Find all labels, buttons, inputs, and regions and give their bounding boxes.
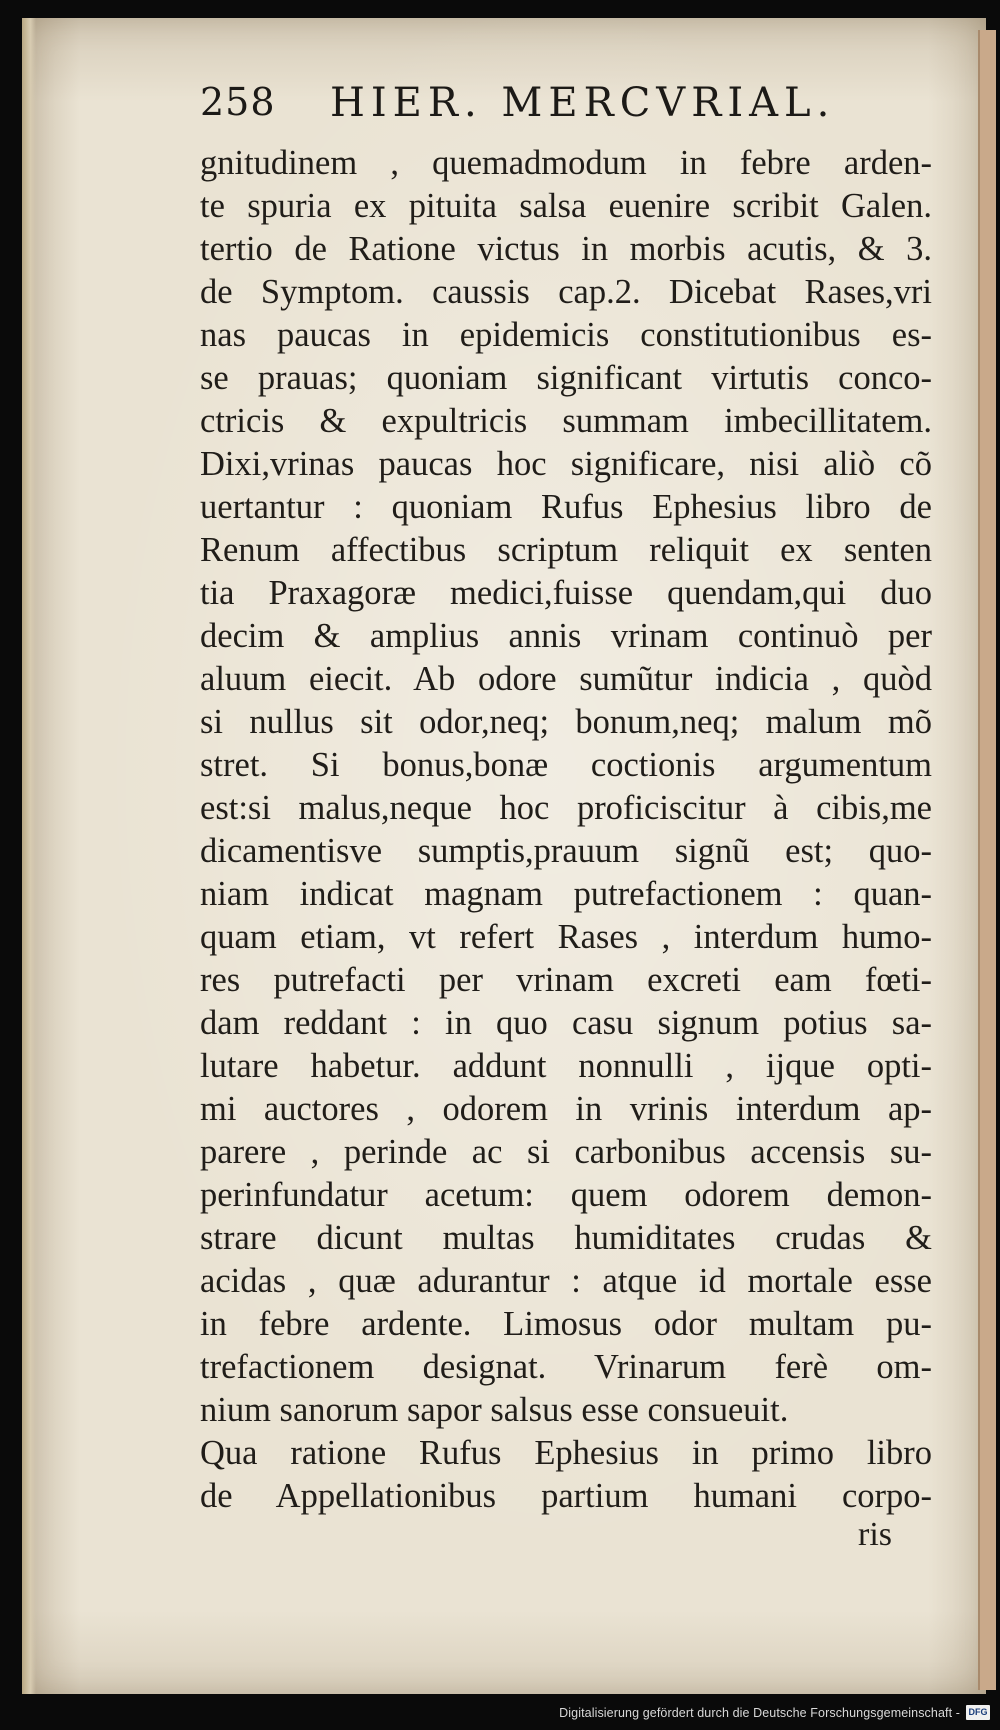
text-line: trefactionem designat. Vrinarum ferè om- — [200, 1348, 932, 1386]
text-line: Qua ratione Rufus Ephesius in primo libro — [200, 1434, 932, 1472]
text-line: est:si malus,neque hoc proficiscitur à cibis,me — [200, 789, 932, 827]
text-line: nium sanorum sapor salsus esse consueuit. — [200, 1391, 789, 1429]
text-line: se prauas; quoniam significant virtutis conco- — [200, 359, 932, 397]
text-line: dicamentisve sumptis,prauum signũ est; quo- — [200, 832, 932, 870]
text-line: stret. Si bonus,bonæ coctionis argumentum — [200, 746, 932, 784]
dfg-logo-icon: DFG — [966, 1705, 990, 1720]
text-line: aluum eiecit. Ab odore sumũtur indicia , quòd — [200, 660, 932, 698]
text-line: niam indicat magnam putrefactionem : quan- — [200, 875, 932, 913]
text-line: perinfundatur acetum: quem odorem demon- — [200, 1176, 932, 1214]
page-gutter-shadow — [22, 18, 36, 1694]
text-line: Dixi,vrinas paucas hoc significare, nisi aliò cõ — [200, 445, 932, 483]
text-line: ctricis & expultricis summam imbecillitatem. — [200, 402, 932, 440]
body-text — [200, 142, 932, 1518]
text-line: lutare habetur. addunt nonnulli , ijque opti- — [200, 1047, 932, 1085]
text-line: te spuria ex pituita salsa euenire scribit Galen. — [200, 187, 932, 225]
text-line: tertio de Ratione victus in morbis acutis, & 3. — [200, 230, 932, 268]
page-header — [200, 80, 960, 136]
text-line: nas paucas in epidemicis constitutionibus es- — [200, 316, 932, 354]
text-line: Renum affectibus scriptum reliquit ex senten — [200, 531, 932, 569]
text-line: dam reddant : in quo casu signum potius sa- — [200, 1004, 932, 1042]
text-line: decim & amplius annis vrinam continuò per — [200, 617, 932, 655]
text-line: res putrefacti per vrinam excreti eam fœti- — [200, 961, 932, 999]
page-right-edge — [978, 30, 996, 1690]
text-line: strare dicunt multas humiditates crudas & — [200, 1219, 932, 1257]
text-line: in febre ardente. Limosus odor multam pu- — [200, 1305, 932, 1343]
catchword: ris — [858, 1516, 892, 1553]
text-line: de Appellationibus partium humani corpo- — [200, 1477, 932, 1515]
text-line: parere , perinde ac si carbonibus accensis su- — [200, 1133, 932, 1171]
footer-bar — [0, 1700, 1000, 1730]
page-number: 258 — [200, 80, 276, 124]
text-line: mi auctores , odorem in vrinis interdum ap- — [200, 1090, 932, 1128]
text-line: de Symptom. caussis cap.2. Dicebat Rases,vri — [200, 273, 932, 311]
text-line: gnitudinem , quemadmodum in febre arden- — [200, 144, 932, 182]
running-head: HIER. MERCVRIAL. — [330, 80, 836, 126]
text-line: uertantur : quoniam Rufus Ephesius libro de — [200, 488, 932, 526]
text-line: acidas , quæ adurantur : atque id mortale esse — [200, 1262, 932, 1300]
text-line: quam etiam, vt refert Rases , interdum humo- — [200, 918, 932, 956]
text-line: si nullus sit odor,neq; bonum,neq; malum mõ — [200, 703, 932, 741]
text-line: tia Praxagoræ medici,fuisse quendam,qui duo — [200, 574, 932, 612]
funding-credit: Digitalisierung gefördert durch die Deutsche Forschungsgemeinschaft - — [559, 1706, 960, 1720]
